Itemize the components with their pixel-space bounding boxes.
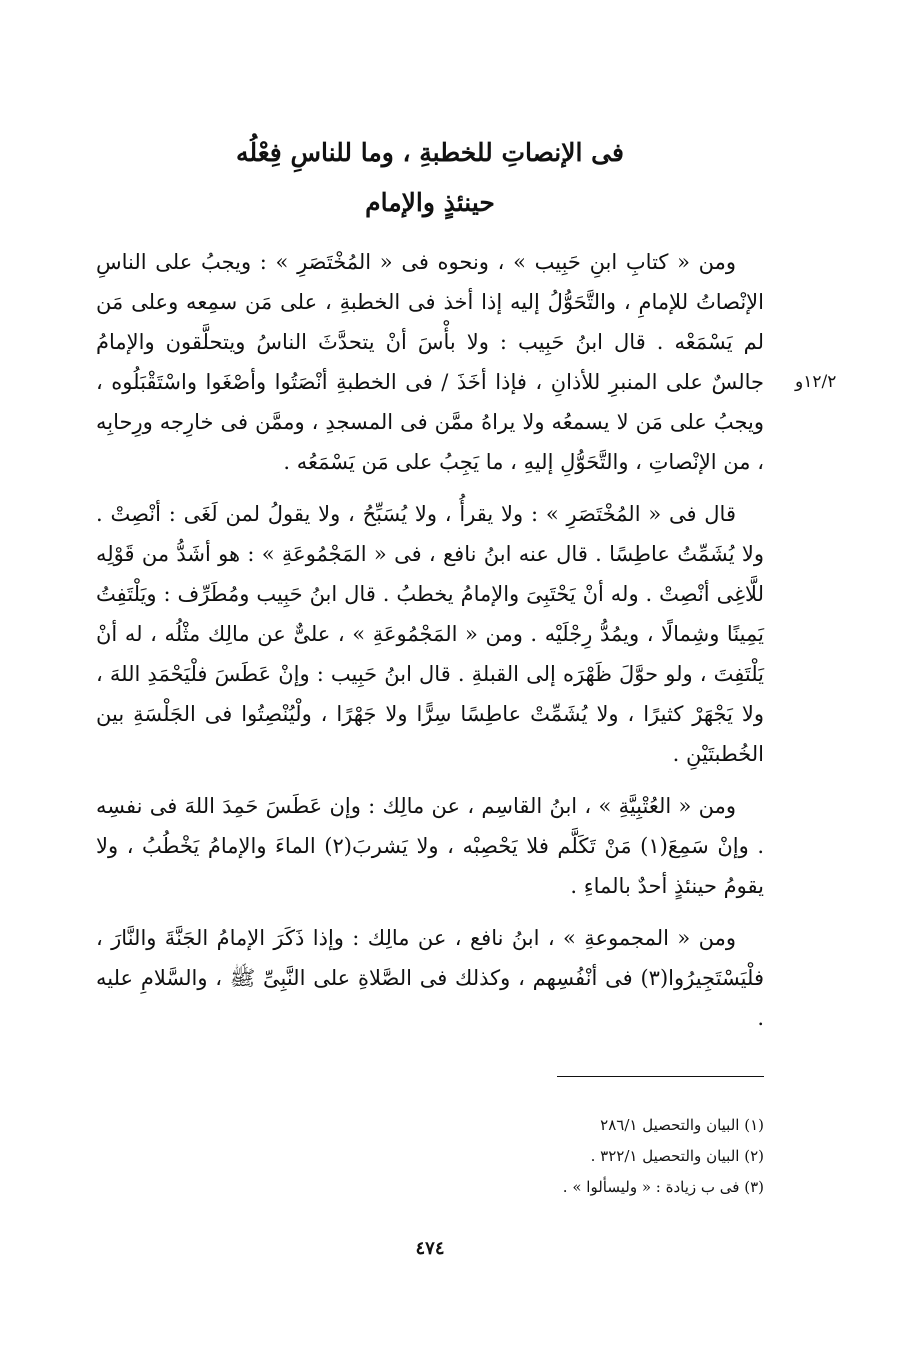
chapter-heading — [96, 128, 764, 228]
paragraph-4: ومن « المجموعةِ » ، ابنُ نافع ، عن مالِك : وإذا ذَكَرَ الإمامُ الجَنَّةَ والنَّارَ ، فلْيَسْتَجِيرُوا(٣) فى أنْفُسِهم ، وكذلك فى الصَّلاةِ على النَّبِىِّ ﷺ ، والسَّلامِ عليه . — [96, 926, 764, 1030]
footnote-3: (٣) فى ب زيادة : « وليسألوا » . — [562, 1178, 764, 1196]
footnote-1: (١) البيان والتحصيل ٢٨٦/١ — [600, 1116, 764, 1134]
paragraph-2: قال فى « المُخْتَصَرِ » : ولا يقرأُ ، ولا يُسَبِّحُ ، ولا يقولُ لمن لَغَى : أنْصِتْ . ولا يُشَمِّتُ عاطِسًا . قال عنه ابنُ نافع ، فى « المَجْمُوعَةِ » : هو أشَدُّ من قَوْلِه للَّاغِى أنْصِتْ . وله أنْ يَحْتَبِىَ والإمامُ يخطبُ . قال ابنُ حَبِيب ومُطَرِّف : ويَلْتَفِتُ يَمِينًا وشِمالًا ، ويمُدُّ رِجْلَيْه . ومن « المَجْمُوعَةِ » ، علىٌّ عن مالِك مثْلُه ، له أنْ يَلْتَفِتَ ، ولو حوَّلَ ظَهْرَه إلى القبلةِ . قال ابنُ حَبِيب : وإنْ عَطَسَ فلْيَحْمَدِ اللهَ ، ولا يَجْهَرْ كثيرًا ، ولا يُشَمِّتْ عاطِسًا سِرًّا ولا جَهْرًا ، ولْيُنْصِتُوا فى الجَلْسَةِ بين الخُطبتَيْنِ . — [96, 502, 764, 766]
chapter-heading-line-1: فى الإنصاتِ للخطبةِ ، وما للناسِ فِعْلُه — [236, 138, 624, 167]
manuscript-folio-marker: ١٢/٢و — [795, 372, 837, 392]
page-number: ٤٧٤ — [415, 1238, 445, 1259]
footnote-divider — [557, 1076, 764, 1077]
footnote-2: (٢) البيان والتحصيل ٣٢٢/١ . — [590, 1147, 764, 1165]
page-body — [96, 128, 764, 1050]
paragraph-1: ومن « كتابِ ابنِ حَبِيب » ، ونحوه فى « المُخْتَصَرِ » : ويجبُ على الناسِ الإنْصاتُ للإمامِ ، والتَّحَوُّلُ إليه إذا أخذ فى الخطبةِ ، على مَن سمِعه وعلى مَن لم يَسْمَعْه . قال ابنُ حَبِيب : ولا بأْسَ أنْ يتحدَّثَ الناسُ ويتحلَّقون والإمامُ جالسٌ على المنبرِ للأذانِ ، فإذا أخَذَ / فى الخطبةِ أنْصَتُوا وأصْغَوا واسْتَقْبَلُوه ، ويجبُ على مَن لا يسمعُه ولا يراهُ ممَّن فى المسجدِ ، وممَّن فى خارِجه ورِحابِه ، من الإنْصاتِ ، والتَّحَوُّلِ إليهِ ، ما يَجِبُ على مَن يَسْمَعُه . — [96, 250, 764, 474]
chapter-heading-line-2: حينئذٍ والإمام — [365, 188, 495, 217]
footnotes — [96, 1110, 764, 1203]
paragraph-3: ومن « العُتْبِيَّةِ » ، ابنُ القاسِم ، عن مالِك : وإن عَطَسَ حَمِدَ اللهَ فى نفسِه . وإنْ سَمِعَ(١) مَنْ تَكَلَّم فلا يَحْصِبْه ، ولا يَشربَ(٢) الماءَ والإمامُ يَخْطُبُ ، ولا يقومُ حينئذٍ أحدٌ بالماءِ . — [96, 794, 765, 898]
